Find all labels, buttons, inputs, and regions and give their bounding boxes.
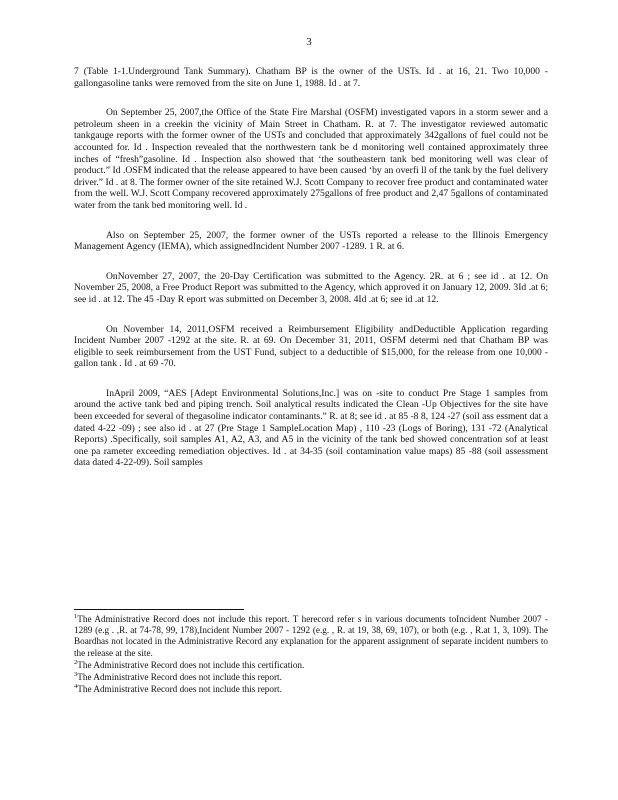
footnote-4 — [74, 684, 548, 695]
paragraph-aes-samples: InApril 2009, “AES [Adept Environmental Solutions,Inc.] was on -site to conduct Pre Stage 1 samples from around the active tank bed and piping trench. Soil analytical results indicated the Clean -Up Objectives for the site have been exceeded for several of thegasoline indicator contaminants.” R. at 8; see id . at 85 -8 8, 124 -27 (soil ass essment dat a dated 4-22 -09) ; see also id . at 27 (Pre Stage 1 SampleLocation Map) , 110 -23 (Logs of Boring), 131 -72 (Analytical Reports) .Specifically, soil samples A1, A2, A3, and A5 in the vicinity of the tank bed showed concentration sof at least one pa rameter exceeding remediation objectives. Id . at 34-35 (soil contamination value maps) 85 -88 (soil assessment data dated 4-22-09). Soil samples — [74, 387, 548, 469]
paragraph-reimbursement: On November 14, 2011,OSFM received a Reimbursement Eligibility andDeductible Application regarding Incident Number 2007 -1292 at the site. R. at 69. On December 31, 2011, OSFM determi ned that Chatham BP was eligible to seek reimbursement from the UST Fund, subject to a deductible of $15,000, for the release from one 10,000 -gallon tank . Id . at 69 -70. — [74, 323, 548, 370]
footnote-mark: 4 — [74, 683, 78, 691]
footnote-mark: 2 — [74, 658, 78, 666]
body-text — [74, 66, 548, 487]
footnote-text: The Administrative Record does not include this report. — [77, 684, 282, 695]
paragraph-osfm-investigation: On September 25, 2007,the Office of the State Fire Marshal (OSFM) investigated vapors in a storm sewer and a petroleum sheen in a creekin the vicinity of Main Street in Chatham. R. at 7. The investigator reviewed automatic tankgauge reports with the former owner of the USTs and concluded that approximately 342gallons of fuel could not be accounted for. Id . Inspection revealed that the northwestern tank be d monitoring well contained approximately three inches of “fresh”gasoline. Id . Inspection also showed that ‘the southeastern tank bed monitoring well was clear of product.” Id .OSFM indicated that the release appeared to have been caused ‘by an overfi ll of the tank by the fuel delivery driver.” Id . at 8. The former owner of the site retained W.J. Scott Company to recover free product and contaminated water from the well. W.J. Scott Company recovered approximately 275gallons of free product and 2,47 5gallons of contaminated water from the tank bed monitoring well. Id . — [74, 107, 548, 211]
paragraph-tank-summary: 7 (Table 1-1.Underground Tank Summary). Chatham BP is the owner of the USTs. Id . at 16, 21. Two 10,000 - gallongasoline tanks were removed from the site on June 1, 1988. Id . at 7. — [74, 66, 548, 89]
footnote-text: The Administrative Record does not include this report. T herecord refer s in various documents toIncident Number 2007 - 1289 (e.g . ,R. at 74-78, 99, 178),Incident Number 2007 - 1292 (e.g. , R. at 19, 38, 69, 107), or both (e.g. , R.at 1, 3, 109). The Boardhas not located in the Administrative Record any explanation for the apparent assignment of separate incident numbers to the release at the site. — [74, 614, 548, 658]
footnotes — [74, 614, 548, 696]
page-number: 3 — [306, 36, 312, 48]
footnote-1 — [74, 614, 548, 659]
footnote-2 — [74, 660, 548, 671]
footnote-mark: 3 — [74, 670, 78, 678]
footnote-mark: 1 — [74, 612, 78, 620]
footnote-text: The Administrative Record does not include this report. — [77, 672, 282, 683]
footnote-3 — [74, 672, 548, 683]
footnote-separator — [74, 609, 244, 610]
footnote-text: The Administrative Record does not include this certification. — [77, 659, 305, 670]
paragraph-certification: OnNovember 27, 2007, the 20-Day Certification was submitted to the Agency. 2R. at 6 ; see id . at 12. On November 25, 2008, a Free Product Report was submitted to the Agency, which approved it on January 12, 2009. 3Id .at 6; see id . at 12. The 45 -Day R eport was submitted on December 3, 2008. 4Id .at 6; see id .at 12. — [74, 270, 548, 305]
paragraph-iema-release: Also on September 25, 2007, the former owner of the USTs reported a release to the Illinois Emergency Management Agency (IEMA), which assignedIncident Number 2007 -1289. 1 R. at 6. — [74, 229, 548, 253]
